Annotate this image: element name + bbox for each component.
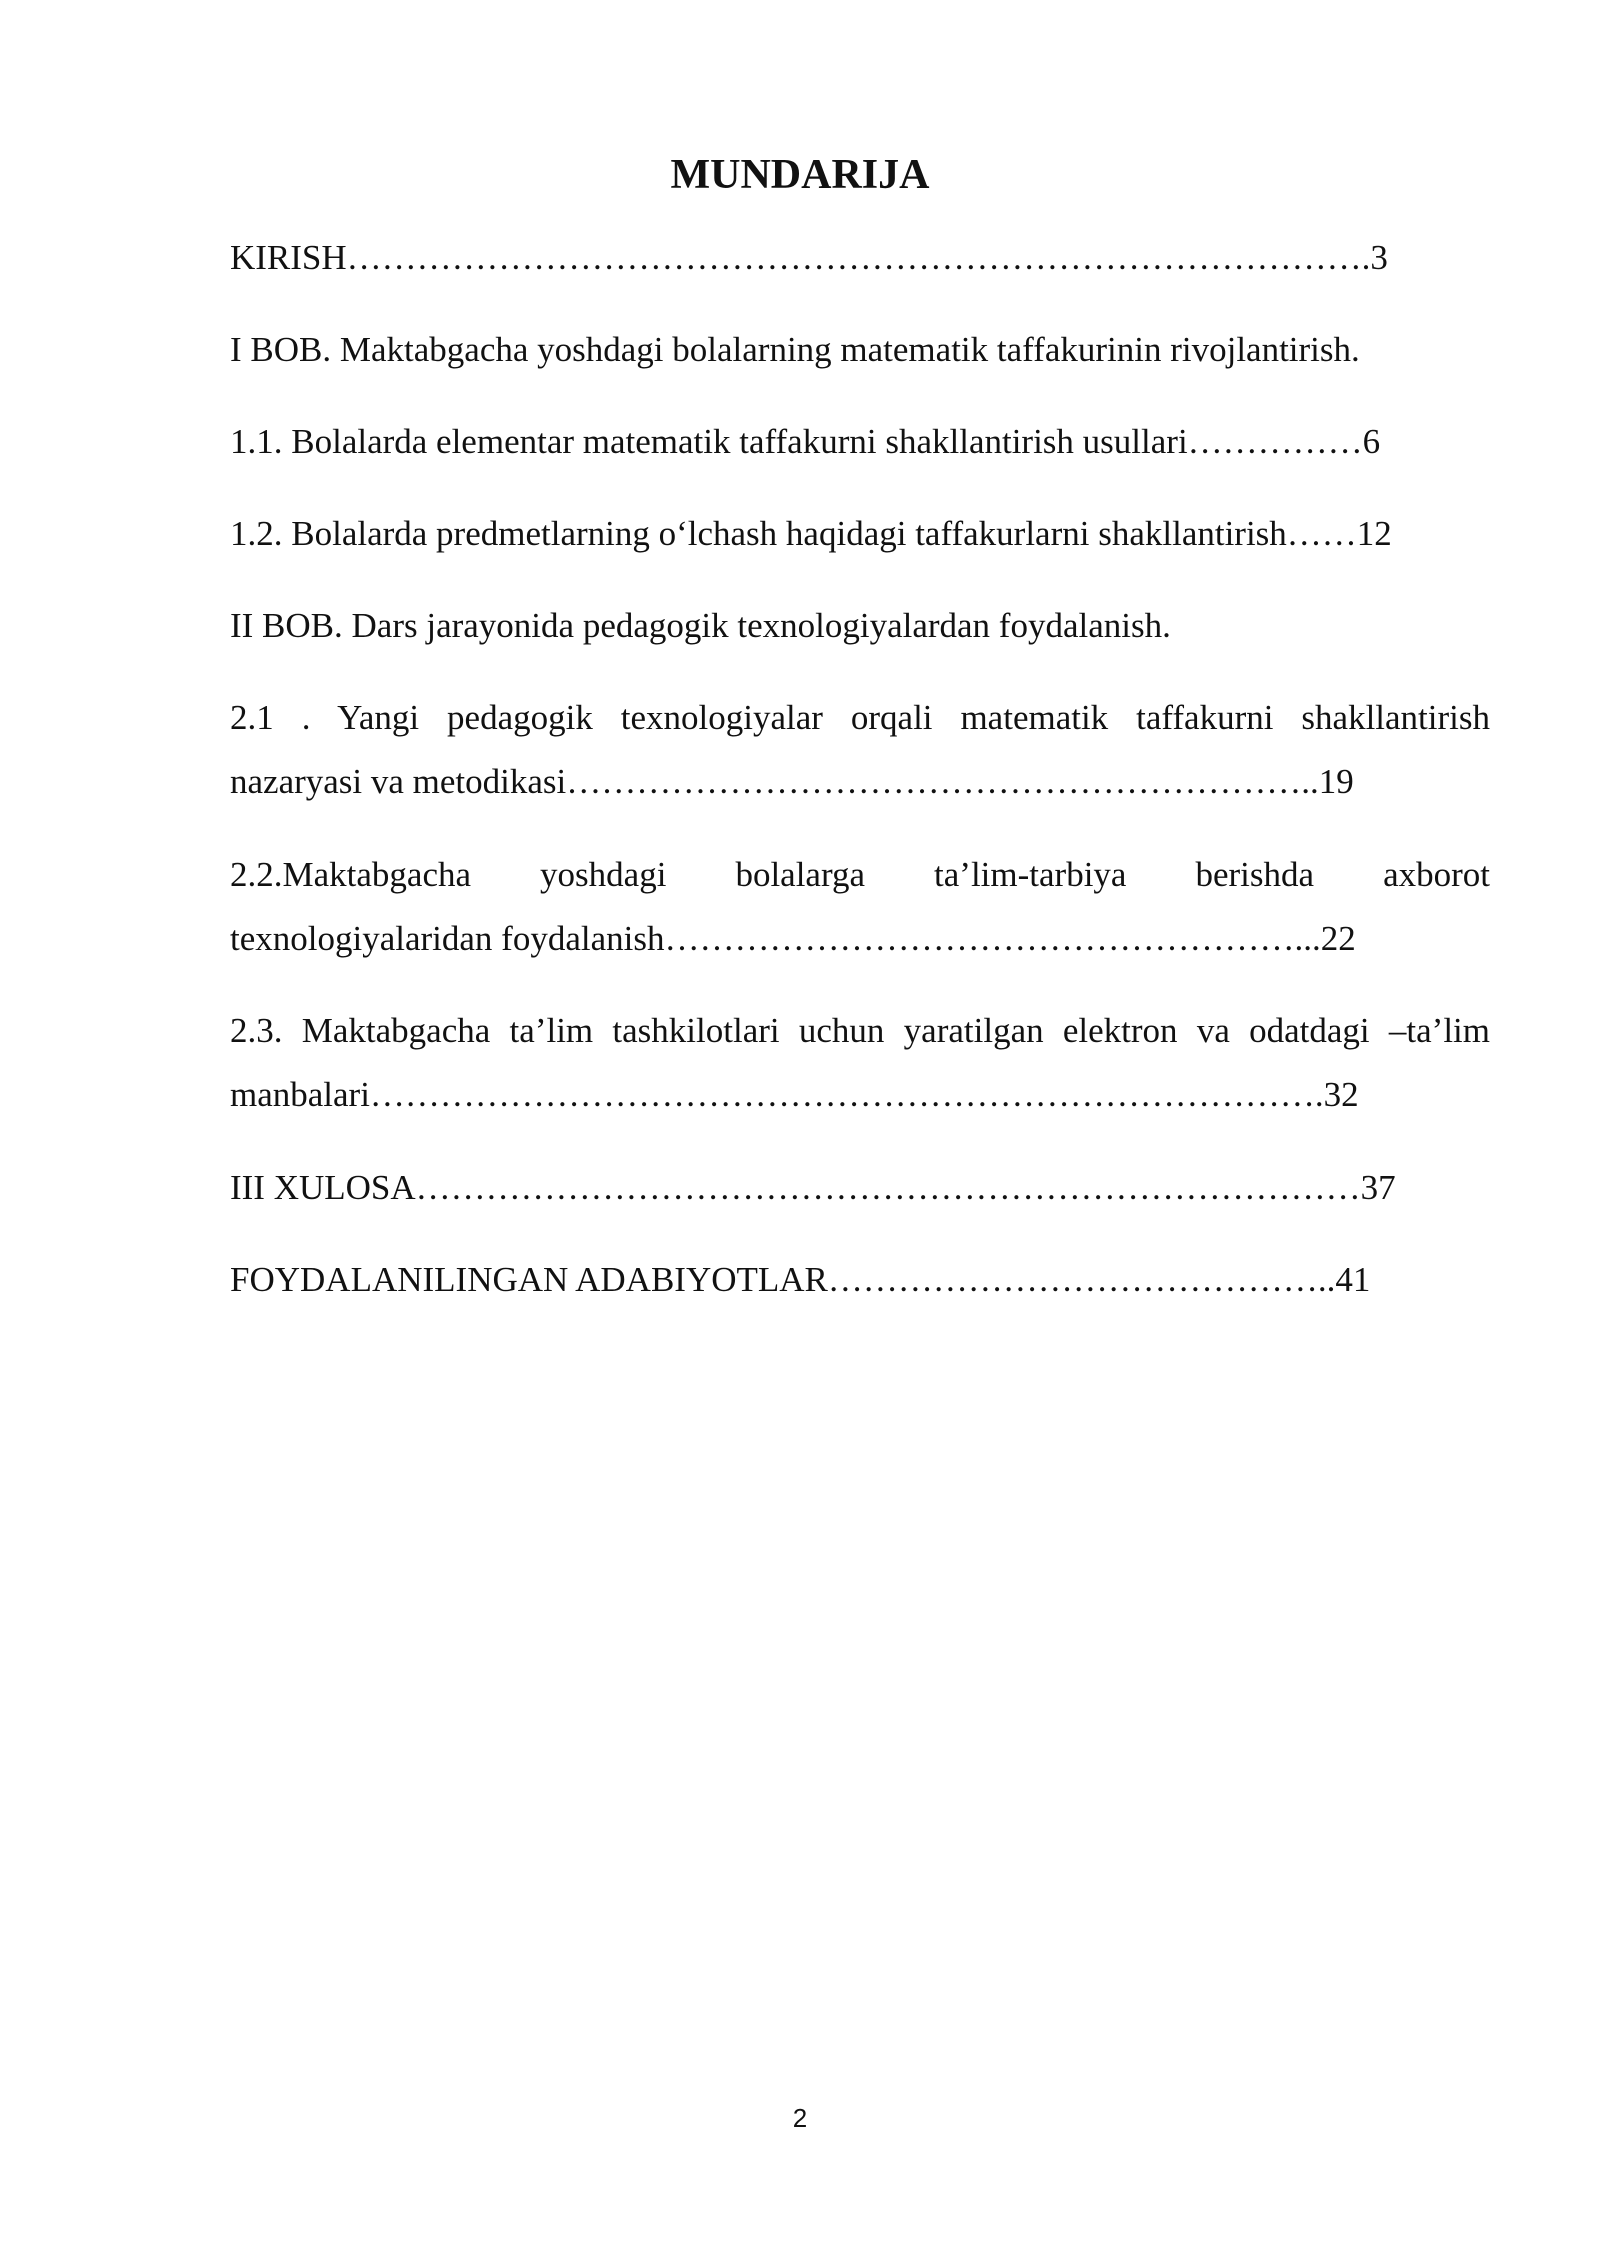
toc-entry-xulosa bbox=[230, 1156, 1490, 1220]
page-title: MUNDARIJA bbox=[670, 152, 930, 198]
toc-entry-adabiyotlar bbox=[230, 1248, 1490, 1312]
toc-entry-text: 1.1. Bolalarda elementar matematik taffakurni shakllantirish usullari……………6 bbox=[230, 422, 1381, 461]
toc-entry-text: FOYDALANILINGAN ADABIYOTLAR……………………………………..41 bbox=[230, 1260, 1371, 1299]
toc-entry-1-2 bbox=[230, 502, 1490, 566]
toc-entry-line-1: 2.3. Maktabgacha ta’lim tashkilotlari uchun yaratilgan elektron va odatdagi –ta’lim bbox=[230, 1011, 1490, 1050]
page-number: 2 bbox=[792, 2103, 808, 2133]
toc-entry-chapter-2 bbox=[230, 594, 1490, 658]
toc-entry-text: I BOB. Maktabgacha yoshdagi bolalarning matematik taffakurinin rivojlantirish. bbox=[230, 330, 1360, 369]
toc-entry-kirish bbox=[230, 226, 1490, 290]
toc-entry-2-3 bbox=[230, 999, 1490, 1127]
toc-entry-chapter-1 bbox=[230, 318, 1490, 382]
toc-entry-line-2: manbalari……………………………………………………………………….32 bbox=[230, 1075, 1359, 1114]
toc-entry-text: 1.2. Bolalarda predmetlarning o‘lchash haqidagi taffakurlarni shakllantirish……12 bbox=[230, 514, 1392, 553]
toc-entry-text: II BOB. Dars jarayonida pedagogik texnologiyalardan foydalanish. bbox=[230, 606, 1171, 645]
toc-entry-1-1 bbox=[230, 410, 1490, 474]
toc-entry-text: III XULOSA………………………………………………………………………37 bbox=[230, 1168, 1396, 1207]
toc-entry-line-2: nazaryasi va metodikasi………………………………………………………..19 bbox=[230, 762, 1354, 801]
toc-entry-line-2: texnologiyalaridan foydalanish………………………………………………...22 bbox=[230, 919, 1356, 958]
toc-entry-2-1 bbox=[230, 686, 1490, 814]
toc-entry-line-1: 2.2.Maktabgacha yoshdagi bolalarga ta’lim-tarbiya berishda axborot bbox=[230, 855, 1490, 894]
toc-entry-2-2 bbox=[230, 843, 1490, 971]
toc-entry-text: KIRISH…………………………………………………………………………….3 bbox=[230, 238, 1388, 277]
toc-entry-line-1: 2.1 . Yangi pedagogik texnologiyalar orqali matematik taffakurni shakllantirish bbox=[230, 698, 1490, 737]
